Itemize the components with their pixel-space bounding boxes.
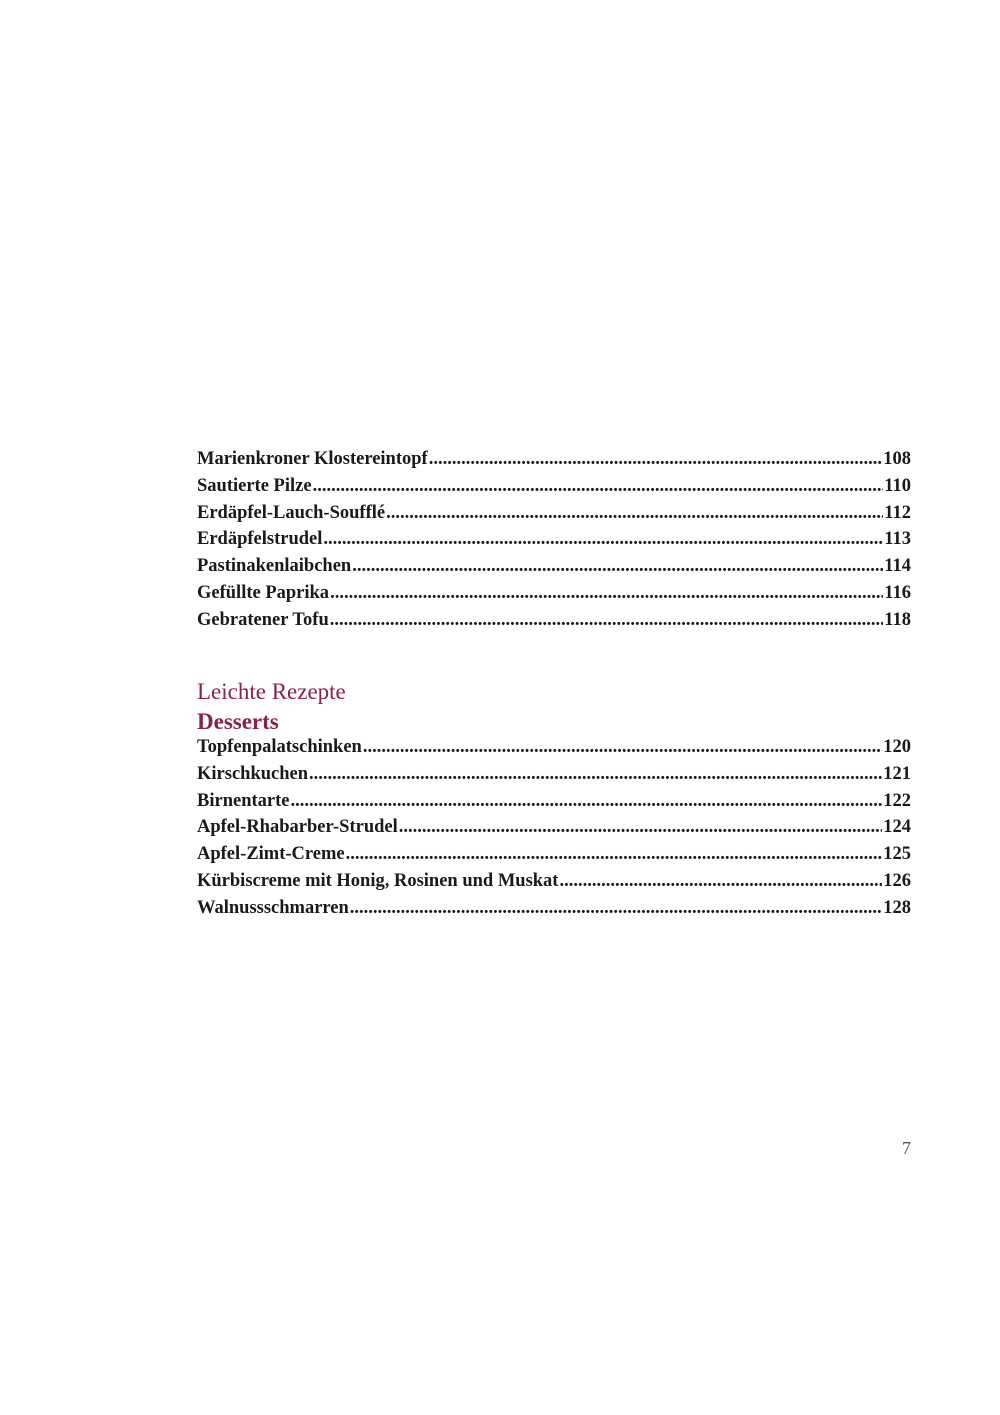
dot-leader	[313, 476, 884, 497]
toc-entry-page: 124	[883, 817, 911, 838]
toc-entry-page: 116	[884, 582, 911, 603]
page-number: 7	[902, 1138, 911, 1158]
toc-entry[interactable]	[197, 871, 911, 898]
dot-leader	[346, 844, 883, 865]
dot-leader	[323, 529, 883, 550]
dot-leader	[330, 610, 884, 631]
toc-entry[interactable]	[197, 817, 911, 844]
dot-leader	[559, 871, 882, 892]
section-subheading: Desserts	[197, 709, 279, 734]
toc-entry[interactable]	[197, 844, 911, 871]
toc-entry-page: 113	[884, 529, 911, 550]
toc-entry[interactable]	[197, 556, 911, 583]
toc-entry[interactable]	[197, 449, 911, 476]
dot-leader	[399, 817, 883, 838]
toc-entry[interactable]	[197, 898, 911, 925]
toc-entry[interactable]	[197, 529, 911, 556]
toc-entry-page: 122	[883, 790, 911, 811]
dot-leader	[363, 737, 882, 758]
toc-entry-page: 128	[883, 897, 911, 918]
toc-entry-title: Sautierte Pilze	[197, 475, 312, 496]
toc-entry[interactable]	[197, 583, 911, 610]
toc-entry-title: Gefüllte Paprika	[197, 582, 330, 603]
toc-entry[interactable]	[197, 610, 911, 637]
dot-leader	[429, 449, 883, 470]
toc-entry-title: Birnentarte	[197, 790, 290, 811]
toc-entry-page: 112	[884, 502, 911, 523]
toc-entry-page: 114	[884, 556, 911, 577]
toc-entry-page: 120	[883, 737, 911, 757]
toc-entry-page: 121	[883, 763, 911, 784]
toc-entry-title: Pastinakenlaibchen	[197, 556, 352, 577]
toc-entry-title: Topfenpalatschinken	[197, 737, 362, 757]
dot-leader	[350, 898, 882, 919]
section-heading: Leichte Rezepte	[197, 679, 346, 704]
toc-entry[interactable]	[197, 476, 911, 503]
dot-leader	[352, 556, 883, 577]
dot-leader	[309, 764, 882, 785]
dot-leader	[386, 503, 883, 524]
toc-entry-page: 126	[883, 870, 911, 891]
toc-entry-title: Apfel-Zimt-Creme	[197, 844, 345, 865]
toc-section-desserts	[197, 677, 911, 925]
toc-entry[interactable]	[197, 791, 911, 818]
toc-entry-page: 118	[884, 609, 911, 630]
toc-entry-title: Walnussschmarren	[197, 897, 349, 918]
toc-entry-title: Gebratener Tofu	[197, 609, 329, 630]
toc-list-main	[197, 449, 911, 637]
toc-entry-title: Erdäpfelstrudel	[197, 529, 323, 550]
toc-entry-title: Marienkroner Klostereintopf	[197, 449, 428, 469]
toc-entry-title: Apfel-Rhabarber-Strudel	[197, 817, 398, 838]
toc-entry-page: 125	[883, 844, 911, 865]
dot-leader	[330, 583, 883, 604]
toc-entry-page: 108	[883, 449, 911, 469]
dot-leader	[290, 791, 882, 812]
toc-entry-title: Kürbiscreme mit Honig, Rosinen und Muskat	[197, 870, 559, 891]
toc-entry-page: 110	[884, 475, 911, 496]
toc-entry[interactable]	[197, 764, 911, 791]
toc-entry-title: Erdäpfel-Lauch-Soufflé	[197, 502, 386, 523]
toc-entry[interactable]	[197, 737, 911, 764]
toc-entry-title: Kirschkuchen	[197, 763, 309, 784]
toc-entry[interactable]	[197, 503, 911, 530]
